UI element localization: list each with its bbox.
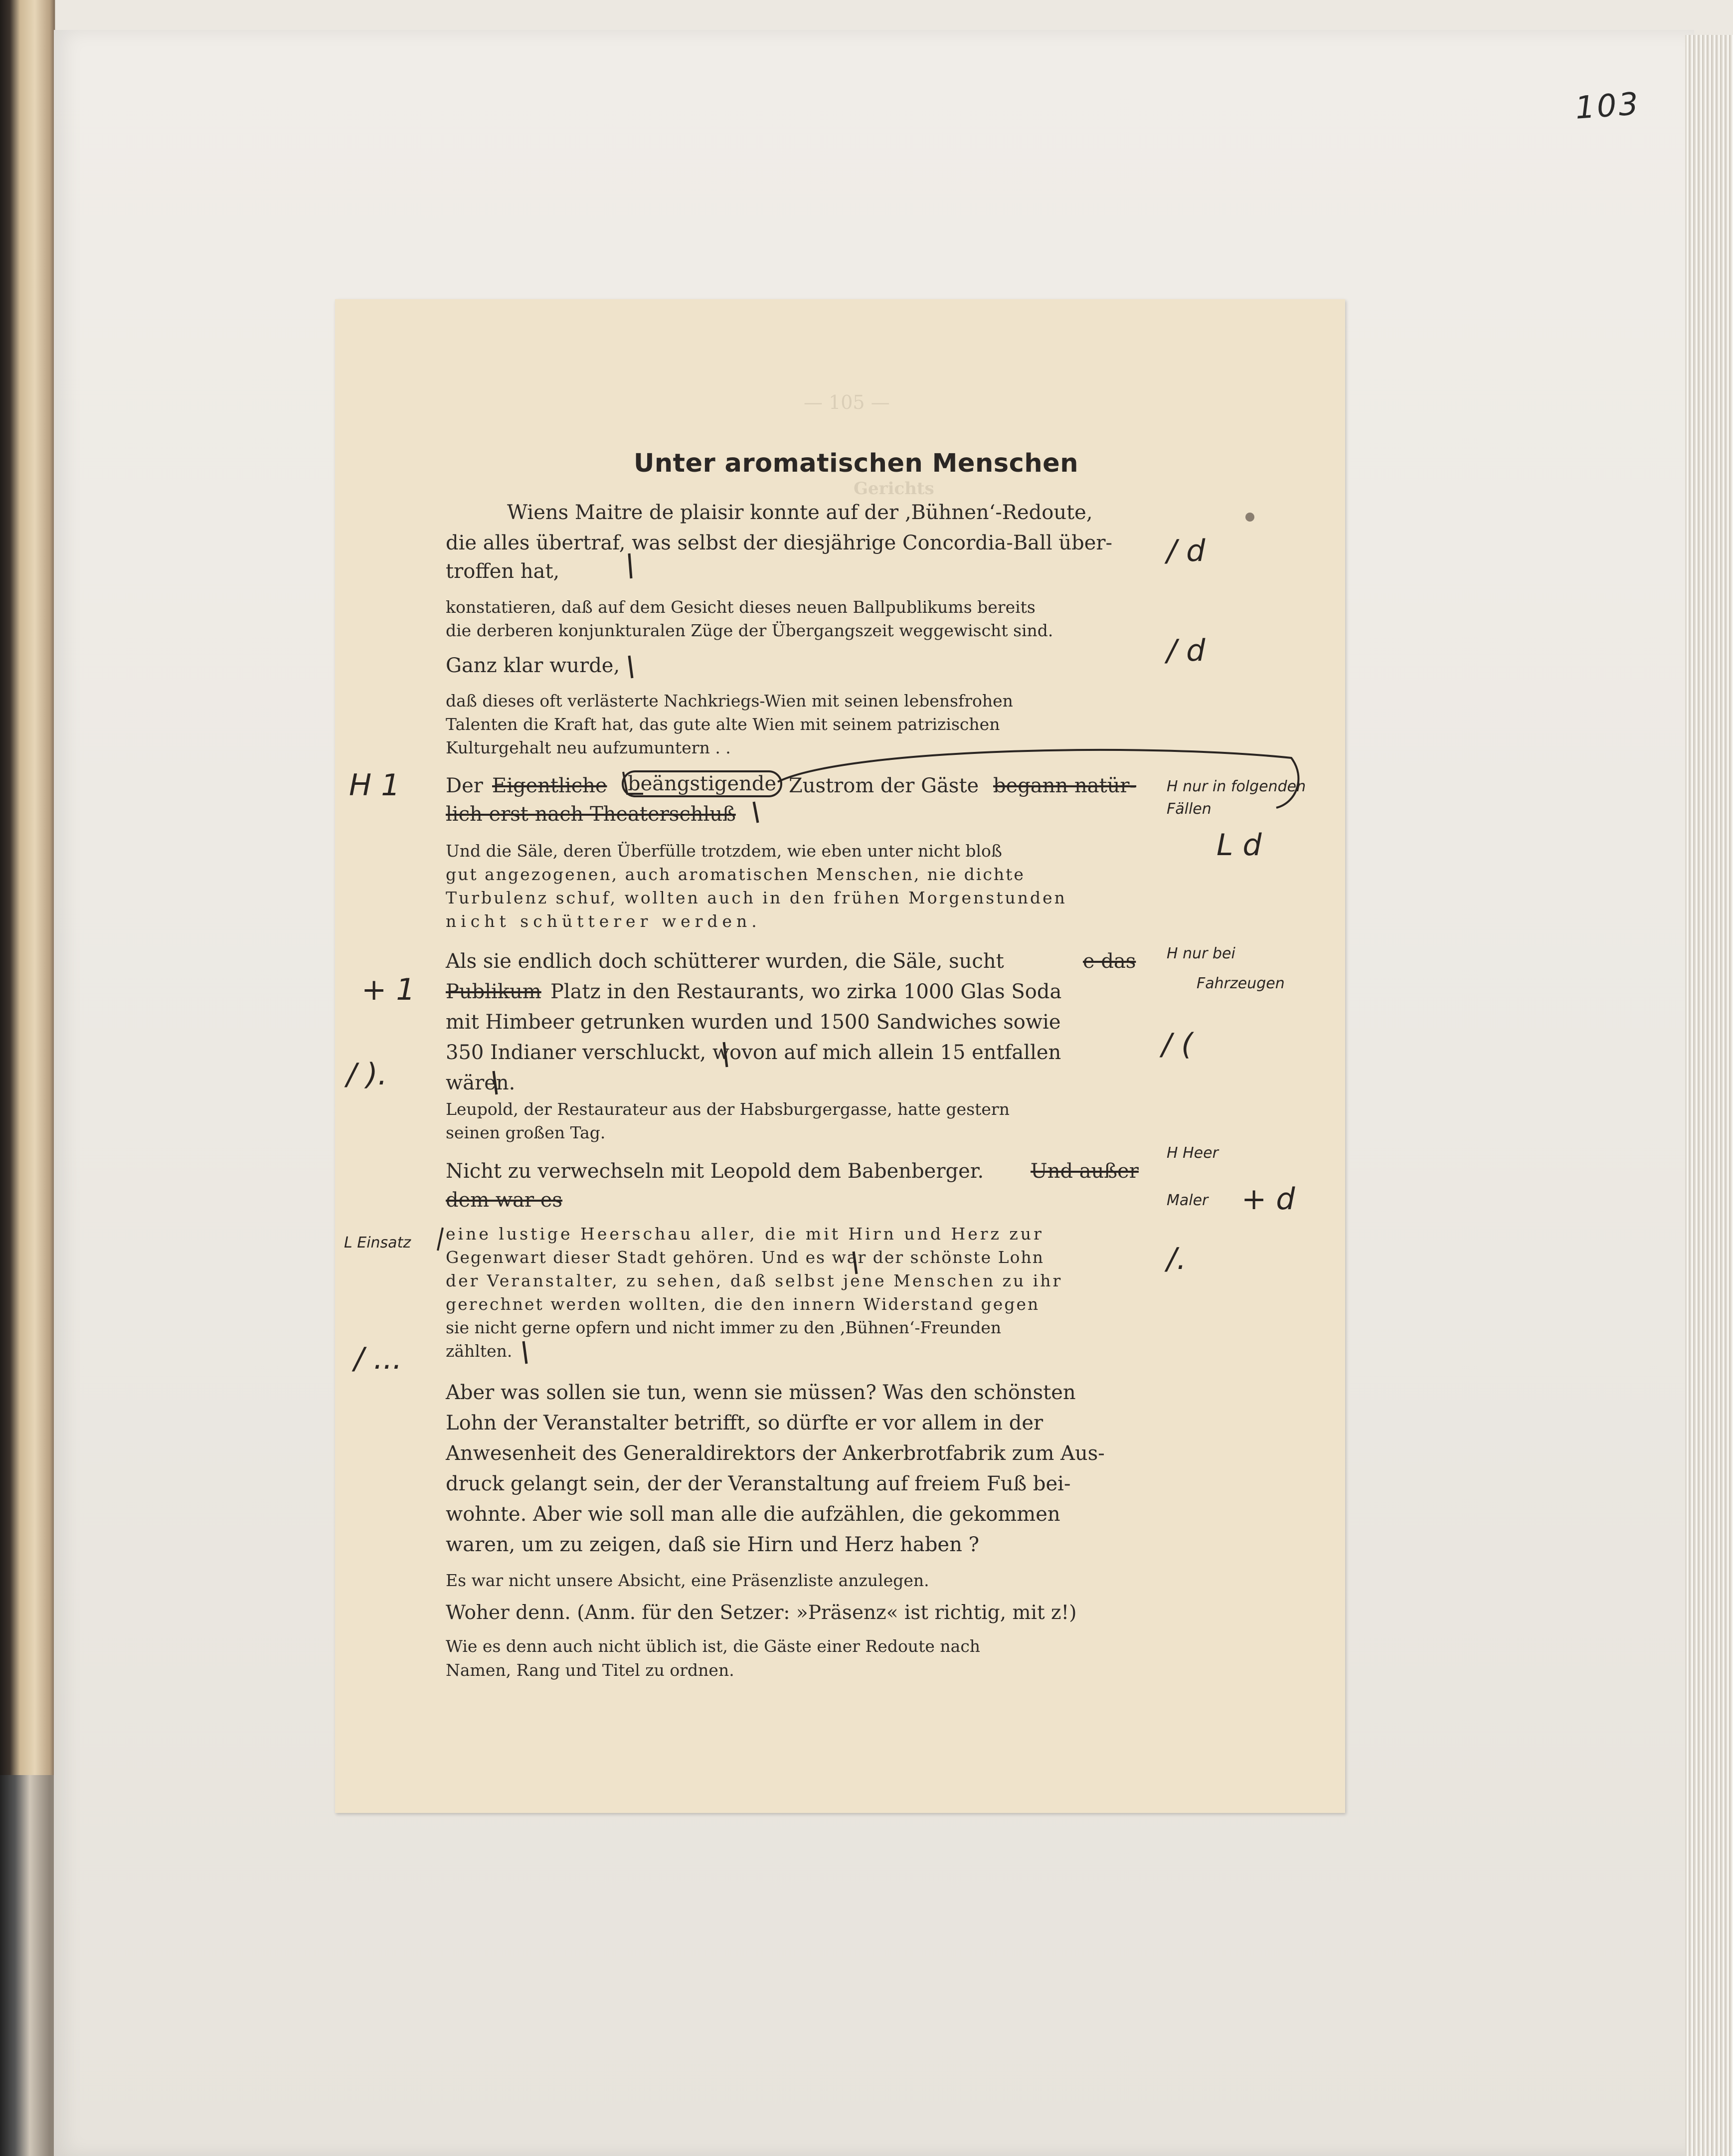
margin-mark: H 1	[349, 768, 400, 803]
margin-note: Fahrzeugen	[1197, 975, 1285, 992]
text-line: troffen hat,	[446, 560, 560, 583]
text-line: gut angezogenen, auch aromatischen Menschen, nie dichte	[446, 865, 1025, 884]
margin-note: H nur in folgenden	[1167, 778, 1306, 795]
margin-note: L Einsatz	[344, 1234, 411, 1252]
text-line: eine lustige Heerschau aller, die mit Hirn und Herz zur	[446, 1224, 1044, 1244]
text-line: Wie es denn auch nicht üblich ist, die Gäste einer Redoute nach	[446, 1636, 981, 1656]
text-line: Gegenwart dieser Stadt gehören. Und es war der schönste Lohn	[446, 1248, 1044, 1267]
text-line: mit Himbeer getrunken wurden und 1500 Sandwiches sowie	[446, 1011, 1061, 1034]
text-line: die alles übertraf, was selbst der diesjährige Concordia-Ball über-	[446, 532, 1113, 554]
struck-word: Publikum	[446, 980, 541, 1003]
book-binding-lower	[0, 1775, 57, 2156]
struck-word: e das	[1083, 950, 1136, 973]
margin-note: H Heer	[1167, 1144, 1218, 1162]
article-title: Unter aromatischen Menschen	[633, 449, 1079, 478]
text-line: seinen großen Tag.	[446, 1123, 606, 1142]
margin-note: H nur bei	[1167, 945, 1235, 962]
text-line: daß dieses oft verlästerte Nachkriegs-Wien mit seinen lebensfrohen	[446, 691, 1013, 711]
text-line: der Veranstalter, zu sehen, daß selbst jene Menschen zu ihr	[446, 1271, 1063, 1290]
text-line: die derberen konjunkturalen Züge der Übergangszeit weggewischt sind.	[446, 621, 1053, 640]
circled-word: beängstigende	[622, 770, 782, 797]
text-line: Wiens Maitre de plaisir konnte auf der ‚Bühnen‘-Redoute,	[507, 501, 1093, 524]
text-line: Woher denn. (Anm. für den Setzer: »Präsenz« ist richtig, mit z!)	[446, 1602, 1077, 1624]
text-line: Anwesenheit des Generaldirektors der Ankerbrotfabrik zum Aus-	[446, 1442, 1105, 1465]
text-line: zählten.	[446, 1341, 513, 1361]
margin-mark: / d	[1167, 534, 1206, 568]
struck-word: dem war es	[446, 1189, 563, 1212]
text-line: gerechnet werden wollten, die den innern Widerstand gegen	[446, 1294, 1040, 1314]
ghost-page-header: — 105 —	[804, 391, 890, 413]
text-line: sie nicht gerne opfern und nicht immer zu den ‚Bühnen‘-Freunden	[446, 1318, 1002, 1337]
margin-mark: / (	[1162, 1027, 1193, 1062]
text-line: nicht schütterer werden.	[446, 911, 761, 931]
text-line: Aber was sollen sie tun, wenn sie müssen? Was den schönsten	[446, 1381, 1076, 1404]
text-line: wären.	[446, 1072, 516, 1094]
pin-hole	[1245, 513, 1254, 522]
text-line: Leupold, der Restaurateur aus der Habsburgergasse, hatte gestern	[446, 1099, 1010, 1119]
margin-mark: /.	[1167, 1242, 1187, 1276]
text-line: Der	[446, 774, 483, 797]
text-line: Nicht zu verwechseln mit Leopold dem Babenberger.	[446, 1160, 984, 1183]
text-line: Als sie endlich doch schütterer wurden, die Säle, sucht	[446, 950, 1004, 973]
text-line: Lohn der Veranstalter betrifft, so dürfte er vor allem in der	[446, 1412, 1043, 1435]
margin-mark: + d	[1241, 1182, 1295, 1217]
text-line: Zustrom der Gäste	[789, 774, 979, 797]
text-line: wohnte. Aber wie soll man alle die aufzählen, die gekommen	[446, 1503, 1060, 1526]
margin-note: Maler	[1167, 1192, 1209, 1209]
newspaper-clipping	[335, 299, 1345, 1813]
text-line: 350 Indianer verschluckt, wovon auf mich allein 15 entfallen	[446, 1041, 1061, 1064]
text-line: Ganz klar wurde,	[446, 654, 620, 677]
ghost-heading: Gerichts	[854, 479, 934, 499]
text-line: Namen, Rang und Titel zu ordnen.	[446, 1660, 734, 1680]
margin-note: Fällen	[1167, 800, 1212, 818]
text-line: Und die Säle, deren Überfülle trotzdem, wie eben unter nicht bloß	[446, 841, 1002, 861]
text-line: Turbulenz schuf, wollten auch in den frühen Morgenstunden	[446, 888, 1067, 907]
page-edges	[1685, 35, 1733, 2156]
page-number: 103	[1574, 85, 1642, 126]
margin-mark: / ).	[347, 1057, 387, 1092]
margin-mark: + 1	[361, 972, 415, 1007]
struck-word: begann natür-	[993, 774, 1137, 797]
text-line: konstatieren, daß auf dem Gesicht dieses neuen Ballpublikums bereits	[446, 597, 1036, 617]
struck-line: lich erst nach Theaterschluß	[446, 803, 736, 826]
text-line: waren, um zu zeigen, daß sie Hirn und Herz haben ?	[446, 1533, 980, 1556]
text-line: Platz in den Restaurants, wo zirka 1000 Glas Soda	[550, 980, 1062, 1003]
text-line: Talenten die Kraft hat, das gute alte Wien mit seinem patrizischen	[446, 715, 1000, 734]
margin-mark: L d	[1216, 828, 1262, 863]
text-line: Kulturgehalt neu aufzumuntern . .	[446, 738, 731, 757]
text-line: Es war nicht unsere Absicht, eine Präsenzliste anzulegen.	[446, 1571, 929, 1590]
struck-word: Und außer	[1031, 1160, 1139, 1183]
struck-word: Eigentliche	[492, 774, 607, 797]
text-line: druck gelangt sein, der der Veranstaltung auf freiem Fuß bei-	[446, 1472, 1071, 1495]
margin-mark: / d	[1167, 633, 1206, 668]
margin-mark: / ...	[354, 1341, 402, 1376]
